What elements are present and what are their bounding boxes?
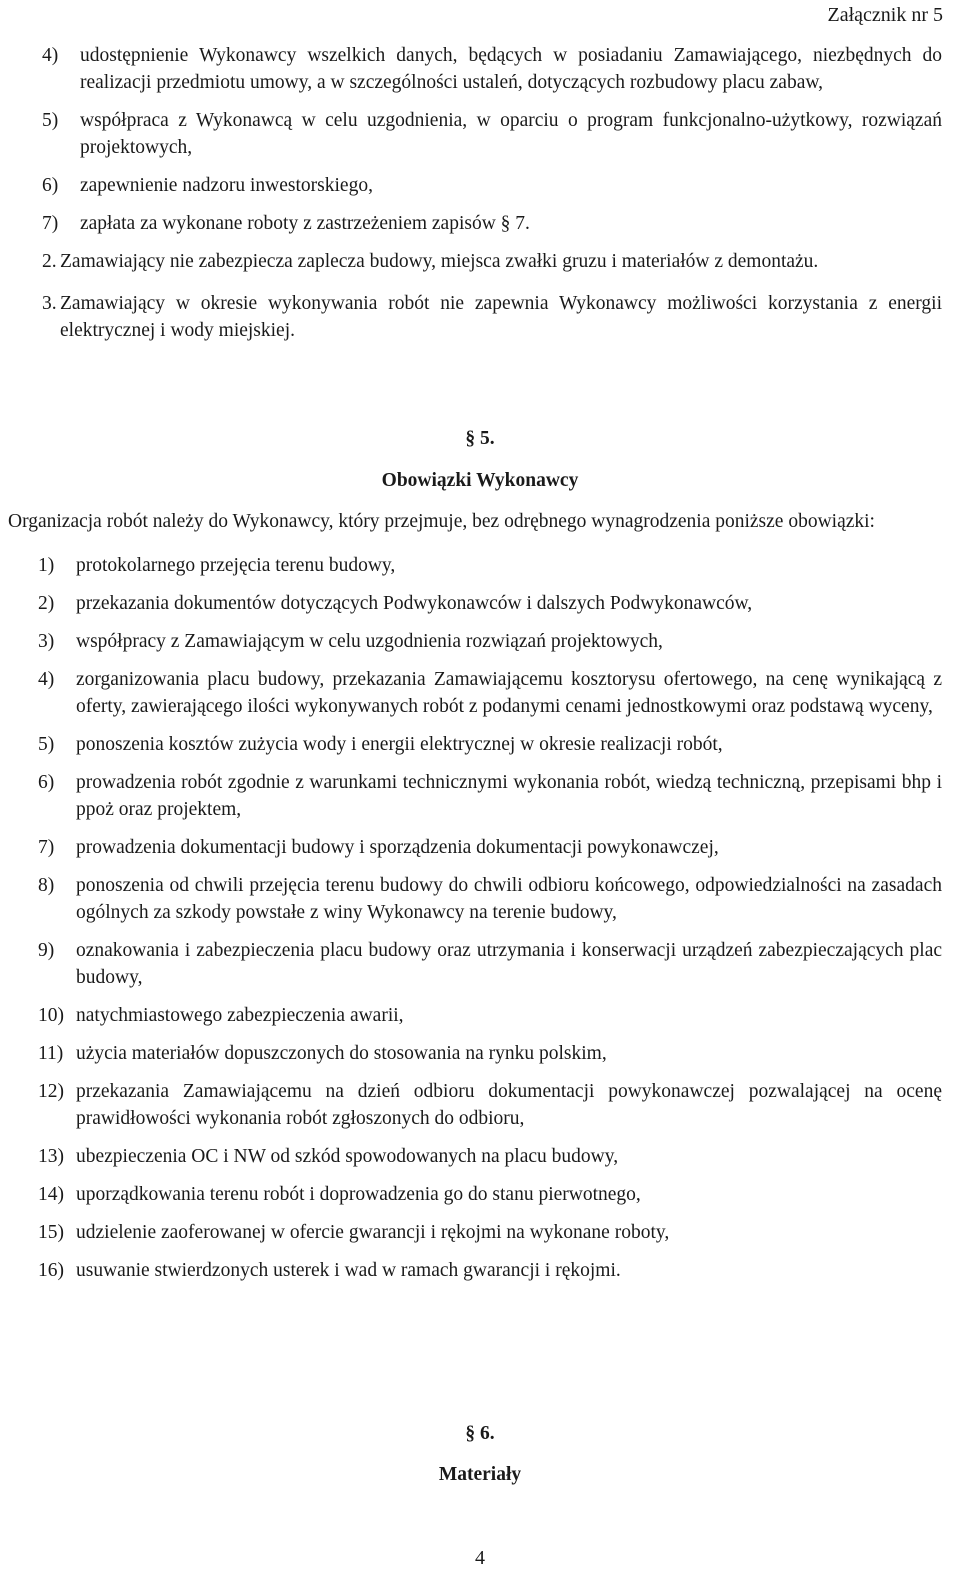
- paragraph-number: 2.: [42, 251, 57, 272]
- paragraph: [42, 290, 942, 344]
- list-item-number: 4): [38, 669, 55, 690]
- list-item-number: 15): [38, 1222, 64, 1243]
- list-item-number: 6): [42, 175, 59, 196]
- paragraph-number: 3.: [42, 293, 57, 314]
- list-item-number: 2): [38, 593, 55, 614]
- list-item-text: oznakowania i zabezpieczenia placu budowy oraz utrzymania i konserwacji urządzeń zabezpieczających plac budowy,: [76, 940, 942, 988]
- list-item-text: prowadzenia robót zgodnie z warunkami technicznymi wykonania robót, wiedzą techniczną, przepisami bhp i ppoż oraz projektem,: [76, 772, 942, 820]
- section-5-title: Obowiązki Wykonawcy: [381, 470, 579, 491]
- list-item-number: 5): [42, 110, 59, 131]
- list-item-text: przekazania dokumentów dotyczących Podwykonawców i dalszych Podwykonawców,: [76, 593, 753, 614]
- list-item: [38, 1040, 942, 1067]
- list-item-text: współpracy z Zamawiającym w celu uzgodnienia rozwiązań projektowych,: [76, 631, 663, 652]
- page-number: 4: [475, 1547, 485, 1569]
- list-item: [42, 42, 942, 96]
- list-item: [38, 552, 942, 579]
- list-item: [38, 1257, 942, 1284]
- paragraph: [42, 248, 942, 275]
- list-item: [38, 628, 942, 655]
- list-item: [42, 172, 942, 199]
- list-item-text: natychmiastowego zabezpieczenia awarii,: [76, 1005, 404, 1026]
- obligations-list: [38, 552, 942, 1284]
- list-item: [42, 210, 942, 237]
- list-item: [38, 872, 942, 926]
- section-5-number: § 5.: [465, 428, 495, 449]
- list-item-number: 3): [38, 631, 55, 652]
- list-item-number: 16): [38, 1260, 64, 1281]
- list-item-number: 7): [38, 837, 55, 858]
- list-item-text: usuwanie stwierdzonych usterek i wad w ramach gwarancji i rękojmi.: [76, 1260, 621, 1281]
- list-item-number: 7): [42, 213, 59, 234]
- list-item-number: 12): [38, 1081, 64, 1102]
- list-item: [38, 1181, 942, 1208]
- list-item-number: 5): [38, 734, 55, 755]
- section-6-number: § 6.: [465, 1423, 495, 1444]
- list-item: [38, 731, 942, 758]
- list-item-number: 6): [38, 772, 55, 793]
- section-4-continuation: [42, 42, 942, 344]
- list-item-text: zapewnienie nadzoru inwestorskiego,: [80, 175, 373, 196]
- list-item: [38, 1219, 942, 1246]
- list-item-text: zapłata za wykonane roboty z zastrzeżeniem zapisów § 7.: [80, 213, 530, 234]
- list-item: [38, 1078, 942, 1132]
- list-item-text: przekazania Zamawiającemu na dzień odbioru dokumentacji powykonawczej pozwalającej na ocenę prawidłowości wykonania robót zgłoszonych do odbioru,: [76, 1081, 942, 1129]
- section-5-body: [8, 508, 942, 1295]
- list-item: [38, 1002, 942, 1029]
- list-item-number: 10): [38, 1005, 64, 1026]
- list-item: [38, 937, 942, 991]
- list-item-text: udostępnienie Wykonawcy wszelkich danych, będących w posiadaniu Zamawiającego, niezbędnych do realizacji przedmiotu umowy, a w szczególności ustaleń, dotyczących rozbudowy placu zabaw,: [80, 45, 942, 93]
- list-item: [38, 769, 942, 823]
- paragraph-text: Zamawiający nie zabezpiecza zaplecza budowy, miejsca zwałki gruzu i materiałów z demontażu.: [60, 251, 819, 272]
- list-item-text: udzielenie zaoferowanej w ofercie gwarancji i rękojmi na wykonane roboty,: [76, 1222, 670, 1243]
- list-item: [38, 834, 942, 861]
- section-5-intro: Organizacja robót należy do Wykonawcy, który przejmuje, bez odrębnego wynagrodzenia poniższe obowiązki:: [8, 511, 875, 532]
- list-item-text: zorganizowania placu budowy, przekazania Zamawiającemu kosztorysu ofertowego, na cenę wynikającą z oferty, zawierającego ilości wykonywanych robót z podanymi cenami jednostkowymi oraz podstawą wyceny,: [76, 669, 942, 717]
- list-item-number: 4): [42, 45, 59, 66]
- list-item-number: 1): [38, 555, 55, 576]
- list-item-text: uporządkowania terenu robót i doprowadzenia go do stanu pierwotnego,: [76, 1184, 641, 1205]
- list-item-text: protokolarnego przejęcia terenu budowy,: [76, 555, 396, 576]
- list-item: [38, 1143, 942, 1170]
- list-item-text: ubezpieczenia OC i NW od szkód spowodowanych na placu budowy,: [76, 1146, 619, 1167]
- annex-label: Załącznik nr 5: [827, 4, 943, 26]
- list-item-text: ponoszenia od chwili przejęcia terenu budowy do chwili odbioru końcowego, odpowiedzialności na zasadach ogólnych za szkody powstałe z winy Wykonawcy na terenie budowy,: [76, 875, 942, 923]
- list-item-text: prowadzenia dokumentacji budowy i sporządzenia dokumentacji powykonawczej,: [76, 837, 719, 858]
- list-item-number: 11): [38, 1043, 64, 1064]
- list-item: [38, 590, 942, 617]
- section-6-title: Materiały: [438, 1464, 522, 1485]
- list-item-text: użycia materiałów dopuszczonych do stosowania na rynku polskim,: [76, 1043, 607, 1064]
- list-item-number: 9): [38, 940, 55, 961]
- paragraph-text: Zamawiający w okresie wykonywania robót nie zapewnia Wykonawcy możliwości korzystania z energii elektrycznej i wody miejskiej.: [60, 293, 942, 341]
- list-item-number: 14): [38, 1184, 64, 1205]
- list-item-number: 8): [38, 875, 55, 896]
- list-item-number: 13): [38, 1146, 64, 1167]
- list-item: [42, 107, 942, 161]
- list-item-text: współpraca z Wykonawcą w celu uzgodnienia, w oparciu o program funkcjonalno-użytkowy, rozwiązań projektowych,: [80, 110, 942, 158]
- list-item-text: ponoszenia kosztów zużycia wody i energii elektrycznej w okresie realizacji robót,: [76, 734, 723, 755]
- list-item: [38, 666, 942, 720]
